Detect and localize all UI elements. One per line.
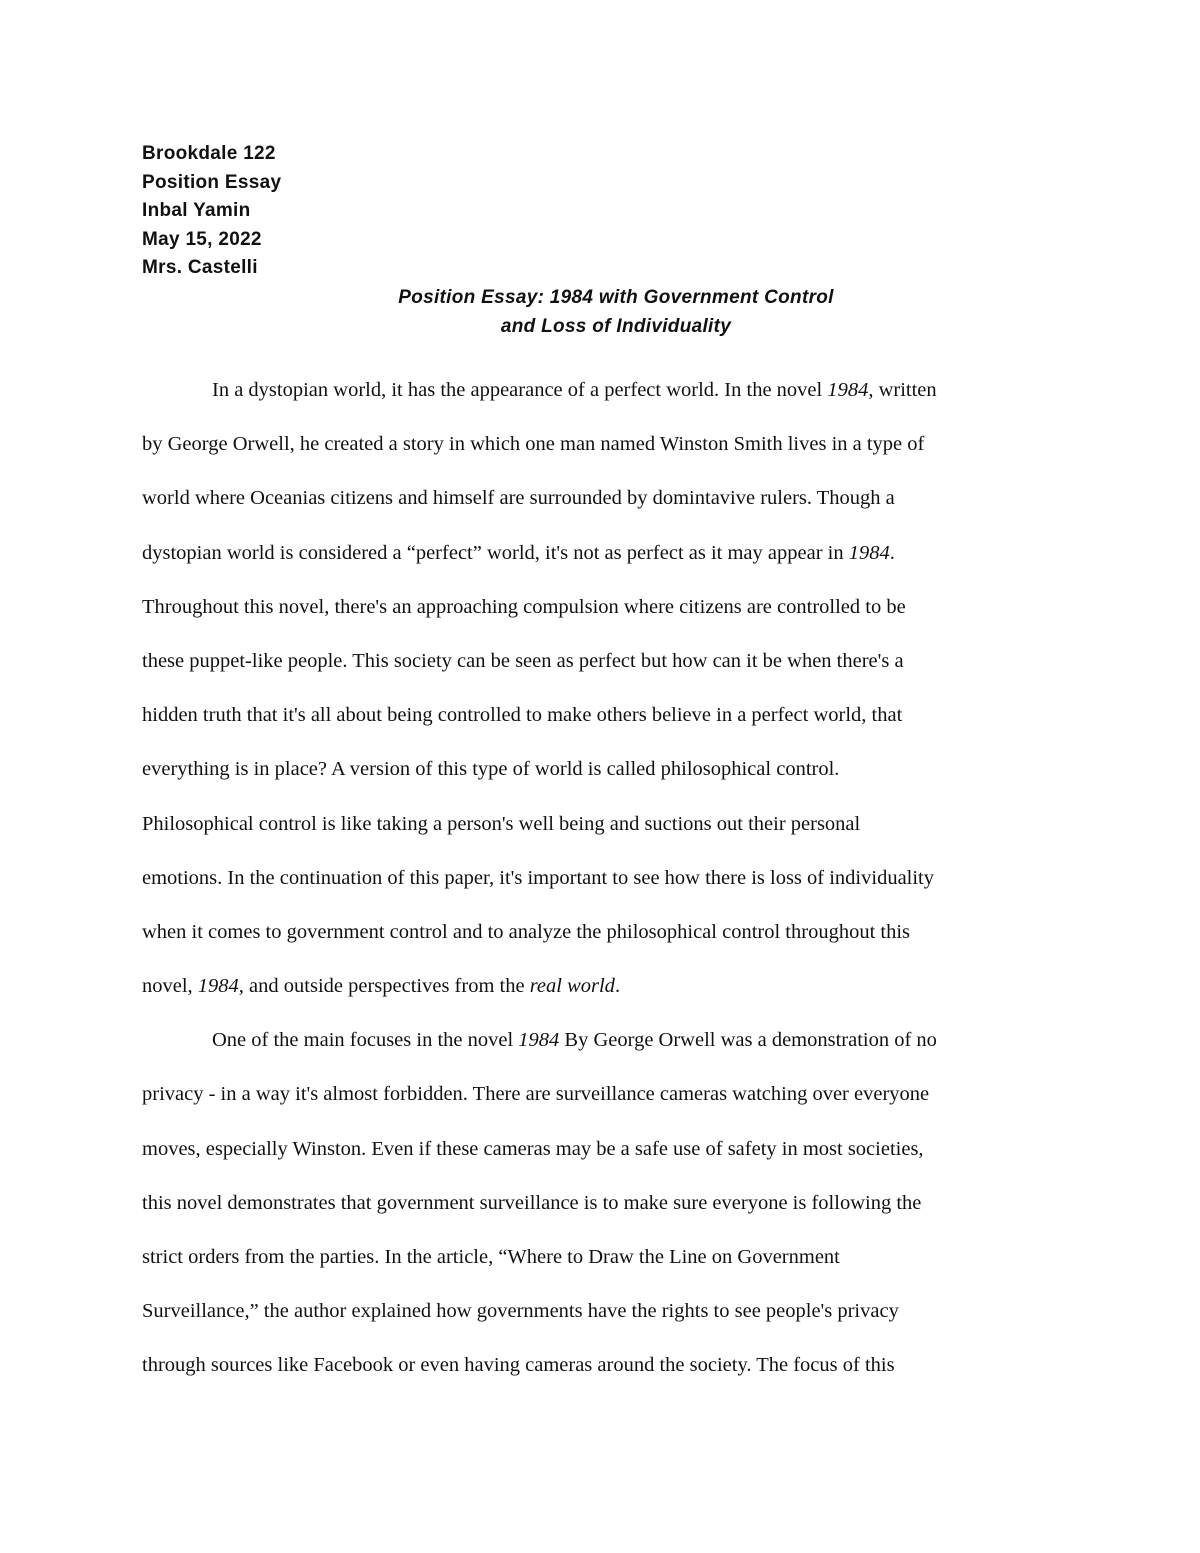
text-segment: everything is in place? A version of this type of world is called philosophical control. (142, 758, 840, 781)
text-segment: through sources like Facebook or even having cameras around the society. The focus of this (142, 1354, 895, 1377)
title-line-2: and Loss of Individuality (500, 316, 732, 337)
text-segment: In a dystopian world, it has the appearance of a perfect world. In the novel (212, 379, 828, 401)
body-line (142, 905, 1062, 959)
header-instructor: Mrs. Castelli (142, 257, 258, 279)
italic-text-segment: 1984, (197, 975, 244, 998)
header-info (142, 140, 281, 283)
essay-body (142, 363, 1062, 1393)
body-line (142, 1067, 1062, 1121)
text-segment: world where Oceanias citizens and himself are surrounded by domintavive rulers. Though a (142, 487, 895, 510)
title-line-1: Position Essay: 1984 with Government Control (398, 287, 834, 308)
italic-text-segment: 1984 (518, 1029, 560, 1052)
body-line (142, 471, 1062, 525)
header-author: Inbal Yamin (142, 200, 251, 222)
text-segment: these puppet-like people. This society can be seen as perfect but how can it be when there's a (142, 649, 904, 672)
text-segment: dystopian world is considered a “perfect” world, it's not as perfect as it may appear in (142, 541, 849, 564)
body-line (142, 959, 1062, 1013)
body-line (142, 363, 1062, 417)
body-line (142, 1176, 1062, 1230)
text-segment: written (873, 379, 937, 401)
text-segment: strict orders from the parties. In the article, “Where to Draw the Line on Government (142, 1246, 840, 1268)
body-line (142, 417, 1062, 471)
text-segment: One of the main focuses in the novel (212, 1029, 519, 1052)
text-segment: Throughout this novel, there's an approaching compulsion where citizens are controlled to be (142, 595, 906, 618)
body-line (142, 797, 1062, 851)
header-assignment: Position Essay (142, 171, 282, 193)
essay-title (0, 283, 1200, 341)
body-line (142, 1230, 1062, 1284)
text-segment: novel, (142, 975, 198, 998)
body-line (142, 851, 1062, 905)
text-segment: when it comes to government control and to analyze the philosophical control throughout this (142, 920, 911, 943)
text-segment: . (614, 975, 621, 998)
text-segment: privacy - in a way it's almost forbidden. There are surveillance cameras watching over everyone (142, 1083, 930, 1106)
body-line (142, 580, 1062, 634)
italic-text-segment: 1984 (848, 541, 890, 564)
header-date: May 15, 2022 (142, 228, 262, 250)
header-course: Brookdale 122 (142, 143, 276, 164)
text-segment: and outside perspectives from the (243, 975, 530, 998)
text-segment: . (889, 541, 895, 564)
text-segment: moves, especially Winston. Even if these cameras may be a safe use of safety in most societies, (142, 1137, 924, 1160)
text-segment: Philosophical control is like taking a person's well being and suctions out their personal (142, 812, 861, 835)
body-line (142, 688, 1062, 742)
body-line (142, 742, 1062, 796)
body-line (142, 1284, 1062, 1338)
text-segment: By George Orwell was a demonstration of no (559, 1029, 937, 1052)
text-segment: Surveillance,” the author explained how governments have the rights to see people's privacy (142, 1300, 899, 1323)
body-line (142, 526, 1062, 580)
text-segment: emotions. In the continuation of this paper, it's important to see how there is loss of individuality (142, 866, 935, 889)
text-segment: by George Orwell, he created a story in which one man named Winston Smith lives in a type of (142, 433, 925, 456)
italic-text-segment: 1984, (827, 379, 874, 401)
body-line (142, 1013, 1062, 1067)
text-segment: hidden truth that it's all about being controlled to make others believe in a perfect world, that (142, 704, 903, 727)
italic-text-segment: real world (529, 975, 615, 998)
text-segment: this novel demonstrates that government surveillance is to make sure everyone is following the (142, 1191, 922, 1214)
body-line (142, 1338, 1062, 1392)
body-line (142, 1122, 1062, 1176)
body-line (142, 634, 1062, 688)
